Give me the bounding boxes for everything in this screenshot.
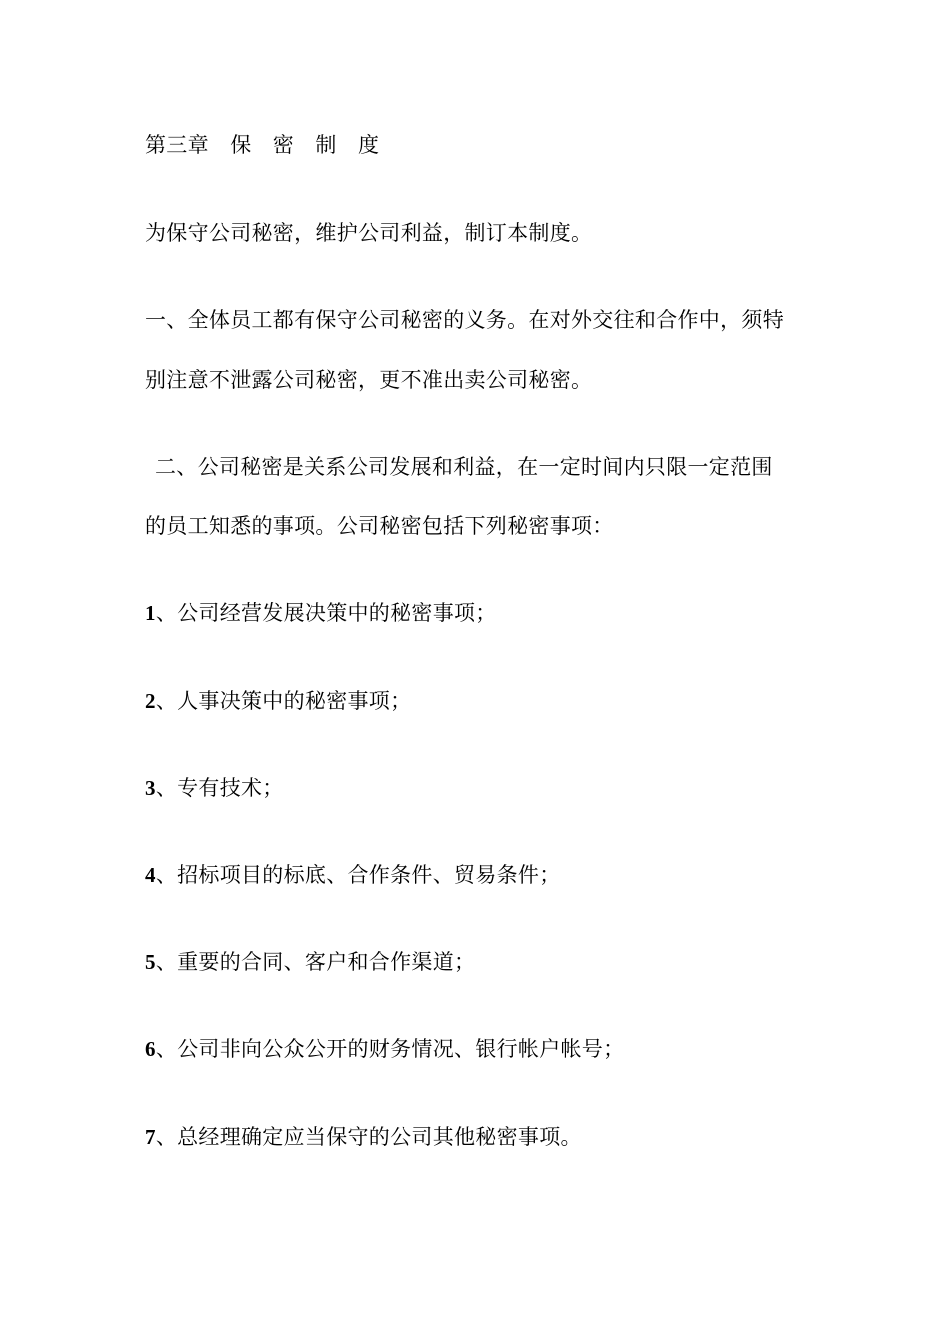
- paragraph-1-line-2: 别注意不泄露公司秘密，更不准出卖公司秘密。: [145, 368, 593, 392]
- list-item-text: 、公司经营发展决策中的秘密事项；: [155, 601, 497, 625]
- list-item: [145, 948, 475, 976]
- paragraph-2-line-1: 二、公司秘密是关系公司发展和利益，在一定时间内只限一定范围: [155, 455, 773, 479]
- list-item: [145, 599, 497, 627]
- paragraph-2-line-2: 的员工知悉的事项。公司秘密包括下列秘密事项：: [145, 514, 614, 538]
- list-item-text: 、公司非向公众公开的财务情况、银行帐户帐号；: [155, 1037, 625, 1061]
- list-item-number: 4: [145, 863, 156, 887]
- list-item-text: 、人事决策中的秘密事项；: [155, 689, 412, 713]
- list-item-number: 3: [145, 776, 156, 800]
- list-item-number: 6: [145, 1037, 156, 1061]
- list-item-text: 、招标项目的标底、合作条件、贸易条件；: [155, 863, 561, 887]
- list-item-number: 2: [145, 689, 156, 713]
- list-item-number: 1: [145, 601, 156, 625]
- intro-paragraph: 为保守公司秘密，维护公司利益，制订本制度。: [145, 221, 593, 245]
- list-item-number: 5: [145, 950, 156, 974]
- list-item: [145, 774, 284, 802]
- list-item: [145, 1123, 582, 1151]
- list-item-text: 、重要的合同、客户和合作渠道；: [155, 950, 476, 974]
- list-item: [145, 1035, 624, 1063]
- list-item: [145, 687, 411, 715]
- list-item-text: 、总经理确定应当保守的公司其他秘密事项。: [155, 1125, 582, 1149]
- list-item: [145, 861, 561, 889]
- chapter-title: 第三章 保 密 制 度: [145, 133, 380, 157]
- list-item-text: 、专有技术；: [155, 776, 284, 800]
- list-item-number: 7: [145, 1125, 156, 1149]
- paragraph-1-line-1: 一、全体员工都有保守公司秘密的义务。在对外交往和合作中，须特: [145, 308, 784, 332]
